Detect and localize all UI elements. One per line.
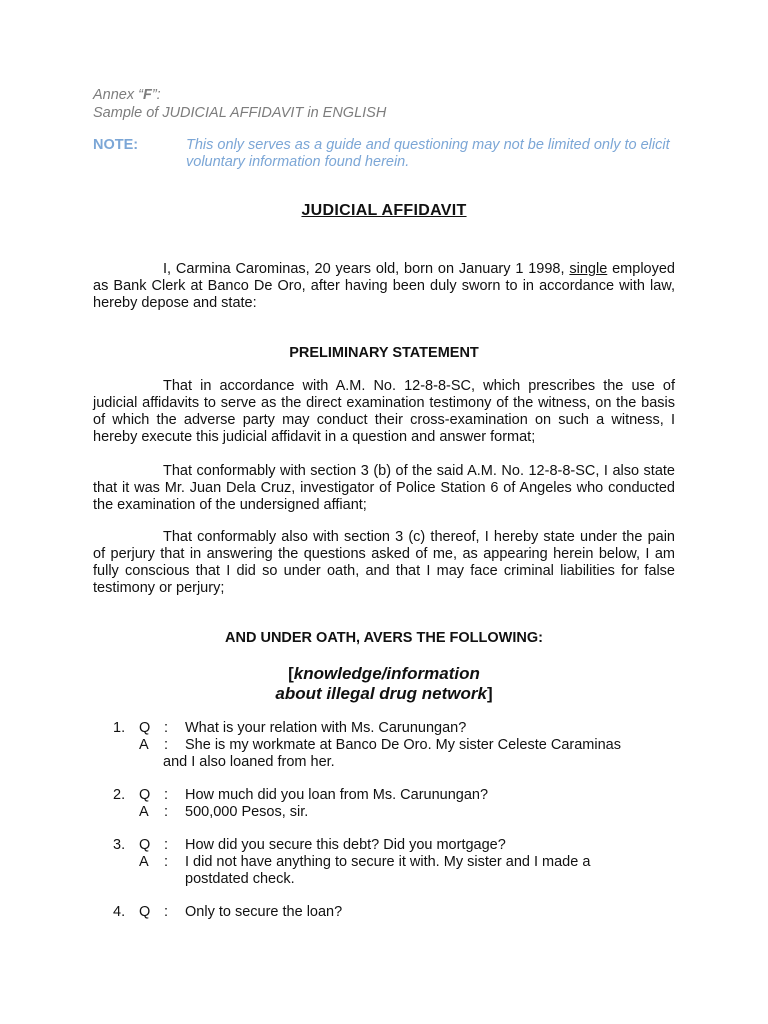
answer-marker: A (139, 854, 149, 870)
document-title: JUDICIAL AFFIDAVIT (301, 202, 467, 219)
preliminary-paragraph-3: That conformably also with section 3 (c) thereof, I hereby state under the pain of perjury that in answering the questions asked of me, as appearing herein below, I am fully conscious that I did so under oath, and that I may face criminal liabilities for false testimony or perjury; (93, 529, 675, 596)
question-marker: Q (139, 787, 151, 803)
colon: : (164, 904, 169, 920)
item-number: 1. (113, 720, 126, 736)
colon: : (164, 787, 169, 803)
question-marker: Q (139, 837, 151, 853)
topic-line-1: [knowledge/information (288, 664, 480, 683)
question-text: Only to secure the loan? (185, 904, 343, 920)
item-number: 4. (113, 904, 126, 920)
preliminary-paragraph-1: That in accordance with A.M. No. 12-8-8-SC, which prescribes the use of judicial affidavits to serve as the direct examination testimony of the witness, on the basis of which the adverse party may conduct their cross-examination on such a witness, I hereby execute this judicial affidavit in a question and answer format; (93, 378, 675, 445)
answer-text: She is my workmate at Banco De Oro. My sister Celeste Caraminas (185, 737, 621, 753)
note-label: NOTE: (93, 137, 139, 153)
annex-header (93, 86, 386, 122)
question-text: How did you secure this debt? Did you mortgage? (185, 837, 506, 853)
qa-item-4 (113, 904, 678, 921)
item-number: 2. (113, 787, 126, 803)
preliminary-paragraph-2: That conformably with section 3 (b) of the said A.M. No. 12-8-8-SC, I also state that it was Mr. Juan Dela Cruz, investigator of Police Station 6 of Angeles who conducted the examination of the undersigned affiant; (93, 463, 675, 513)
answer-text: I did not have anything to secure it with. My sister and I made a (185, 854, 591, 870)
preliminary-heading: PRELIMINARY STATEMENT (289, 345, 479, 361)
question-marker: Q (139, 720, 151, 736)
answer-marker: A (139, 804, 149, 820)
answer-line (113, 804, 678, 821)
question-line (113, 787, 678, 804)
qa-item-3 (113, 837, 678, 888)
annex-subtitle: Sample of JUDICIAL AFFIDAVIT in ENGLISH (93, 105, 387, 121)
question-line (113, 837, 678, 854)
answer-continuation: and I also loaned from her. (163, 754, 335, 770)
question-line (113, 904, 678, 921)
single-underlined: single (569, 261, 608, 277)
qa-item-2 (113, 787, 678, 821)
qa-item-1 (113, 720, 678, 771)
question-text: What is your relation with Ms. Carunungan? (185, 720, 467, 736)
question-marker: Q (139, 904, 151, 920)
answer-line (113, 737, 678, 754)
intro-paragraph: I, Carmina Carominas, 20 years old, born on January 1 1998, single employed as Bank Clerk at Banco De Oro, after having been duly sworn to in accordance with law, hereby depose and state: (93, 261, 675, 311)
note-text: This only serves as a guide and questioning may not be limited only to elicit voluntary information found herein. (186, 137, 670, 170)
colon: : (164, 720, 169, 736)
colon: : (164, 737, 169, 753)
colon: : (164, 854, 169, 870)
colon: : (164, 837, 169, 853)
topic-line-2: about illegal drug network] (275, 684, 493, 703)
colon: : (164, 804, 169, 820)
annex-label: Annex “F”: (93, 87, 161, 103)
oath-heading: AND UNDER OATH, AVERS THE FOLLOWING: (225, 630, 543, 646)
answer-line (113, 854, 678, 871)
answer-text: 500,000 Pesos, sir. (185, 804, 309, 820)
question-line (113, 720, 678, 737)
answer-continuation: postdated check. (185, 871, 295, 887)
question-text: How much did you loan from Ms. Carunungan? (185, 787, 489, 803)
item-number: 3. (113, 837, 126, 853)
topic-heading (0, 664, 768, 704)
answer-marker: A (139, 737, 149, 753)
